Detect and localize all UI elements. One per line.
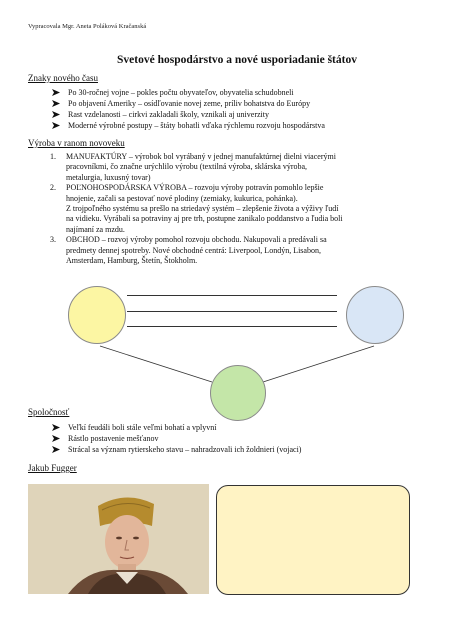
list-item-line: hnojenie, začali sa pestovať nové plodiny (zemiaky, kukurica, pohánka).: [66, 193, 298, 203]
author-header: Vypracovala Mgr. Aneta Poláková Kračanská: [28, 23, 147, 30]
circle-left: [68, 286, 126, 344]
arrow-bullet-icon: [52, 424, 60, 431]
list-number: 3.: [50, 235, 56, 245]
list-item-line: predmety dennej spotreby. Nové obchodné centrá: Liverpool, Londýn, Lisabon,: [66, 245, 321, 255]
list-item-text: Rástlo postavenie mešťanov: [68, 434, 159, 443]
section-heading-fugger: Jakub Fugger: [28, 463, 77, 473]
list-item-text: Moderné výrobné postupy – štáty bohatli vďaka rýchlemu rozvoju hospodárstva: [68, 121, 325, 130]
section-heading-society: Spoločnosť: [28, 407, 70, 417]
writing-line: [127, 326, 337, 327]
list-item-text: Rast vzdelanosti – cirkvi zakladali školy, vznikali aj univerzity: [68, 110, 269, 119]
list-item-text: Po 30-ročnej vojne – pokles počtu obyvateľov, obyvatelia schudobneli: [68, 88, 294, 97]
list-item: [68, 444, 301, 455]
list-item: [68, 433, 301, 444]
list-item: [68, 422, 301, 433]
list-item-line: Amsterdam, Hamburg, Štetín, Štokholm.: [66, 256, 198, 266]
circle-right: [346, 286, 404, 344]
society-bullet-list: [68, 422, 301, 455]
list-number: 1.: [50, 152, 56, 161]
portrait-image: [28, 484, 209, 594]
list-item-line: pracovníkmi, čo značne urýchlilo výrobu (textilná výroba, sklárska výroba,: [66, 162, 308, 172]
section-heading-signs: Znaky nového času: [28, 73, 98, 83]
circle-bottom: [210, 365, 266, 421]
list-item-text: Po objavení Ameriky – osídľovanie novej zeme, príliv bohatstva do Európy: [68, 99, 311, 108]
list-item-line: OBCHOD – rozvoj výroby pomohol rozvoju obchodu. Nakupovali a predávali sa: [66, 235, 327, 245]
note-box[interactable]: [216, 485, 410, 595]
list-item-line: POĽNOHOSPODÁRSKA VÝROBA – rozvoju výroby potravín pomohlo lepšie: [66, 183, 324, 193]
list-item-text: Strácal sa význam rytierskeho stavu – nahradzovali ich žoldnieri (vojaci): [68, 445, 302, 454]
arrow-bullet-icon: [52, 435, 60, 442]
list-item-text: Veľkí feudáli boli stále veľmi bohatí a vplyvní: [68, 423, 217, 432]
list-item-line: najímaní za mzdu.: [66, 224, 125, 234]
page-title: Svetové hospodárstvo a nové usporiadanie štátov: [117, 54, 357, 66]
portrait-painting: [28, 484, 209, 594]
list-number: 2.: [50, 183, 56, 193]
list-item-line: metalurgia, luxusný tovar): [66, 172, 151, 182]
arrow-bullet-icon: [52, 446, 60, 453]
writing-line: [127, 311, 337, 312]
section-heading-production: Výroba v ranom novoveku: [28, 138, 125, 148]
list-item-line: Z trojpoľného systému sa prešlo na striedavý systém – zlepšenie života a výživy ľudí: [66, 204, 339, 214]
writing-line: [127, 295, 337, 296]
list-item-line: MANUFAKTÚRY – výrobok bol vyrábaný v jednej manufaktúrnej dielni viacerými: [66, 152, 336, 161]
list-item-line: na vidieku. Vyrábali sa potraviny aj pre trh, postupne zanikalo poddanstvo a ľudia boli: [66, 214, 343, 224]
